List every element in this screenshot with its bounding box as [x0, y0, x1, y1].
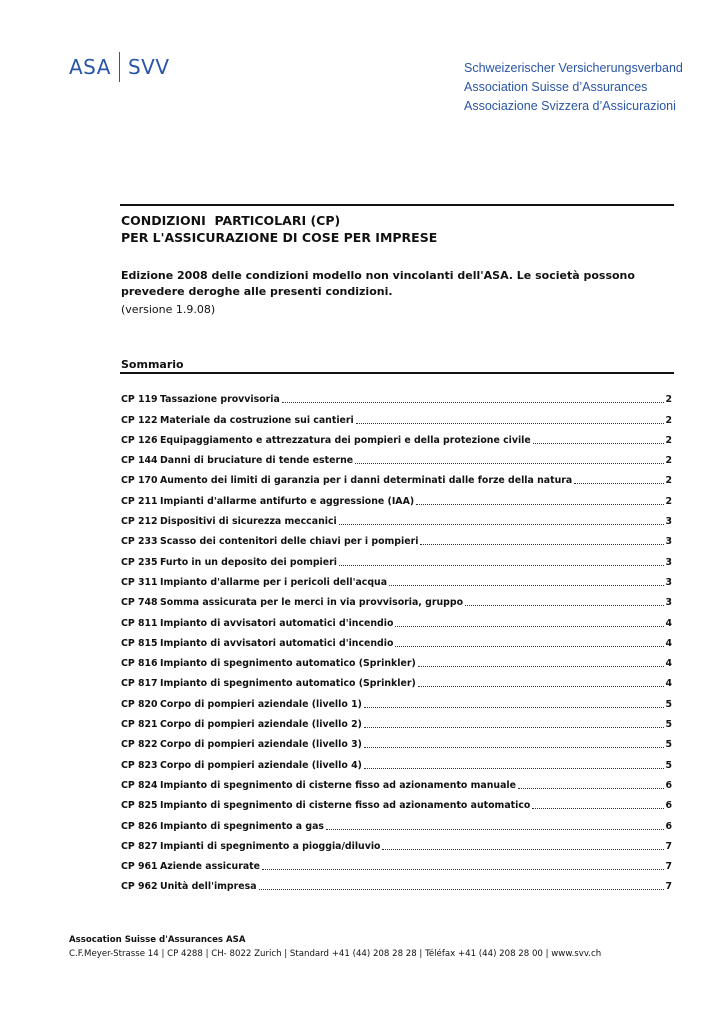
- toc-entry[interactable]: [121, 385, 672, 405]
- toc-entry-code: CP 822: [121, 739, 158, 751]
- toc-entry-page: 3: [665, 536, 672, 548]
- toc-leader-dots: [262, 868, 664, 870]
- toc-entry-title: Impianto di spegnimento automatico (Sprinkler): [160, 658, 416, 670]
- logo-svv: SVV: [127, 55, 170, 79]
- toc-entry[interactable]: [121, 791, 672, 811]
- toc-entry-code: CP 311: [121, 576, 158, 588]
- toc-entry[interactable]: [121, 771, 672, 791]
- toc-entry-title: Impianto di spegnimento automatico (Sprinkler): [160, 678, 416, 690]
- toc-entry-code: CP 170: [121, 475, 158, 487]
- toc-entry-page: 2: [665, 414, 672, 426]
- toc-entry[interactable]: [121, 852, 672, 872]
- toc-entry-page: 5: [665, 719, 672, 731]
- toc-leader-dots: [395, 645, 664, 647]
- toc-entry-code: CP 211: [121, 495, 158, 507]
- toc-entry-code: CP 119: [121, 394, 158, 406]
- toc-entry-title: Tassazione provvisoria: [160, 394, 280, 406]
- toc-entry-page: 5: [665, 759, 672, 771]
- toc-leader-dots: [339, 523, 665, 525]
- toc-entry[interactable]: [121, 649, 672, 669]
- association-names: [464, 59, 683, 116]
- toc-entry-code: CP 126: [121, 434, 158, 446]
- toc-entry-page: 4: [665, 678, 672, 690]
- toc-entry-title: Corpo di pompieri aziendale (livello 3): [160, 739, 362, 751]
- sommario-rule: [120, 372, 674, 374]
- toc-entry-page: 5: [665, 739, 672, 751]
- logo-separator: [119, 52, 120, 82]
- logo-asa: ASA: [69, 55, 111, 79]
- toc-entry-page: 4: [665, 658, 672, 670]
- title-line-2: PER L'ASSICURAZIONE DI COSE PER IMPRESE: [121, 230, 438, 245]
- toc-leader-dots: [364, 706, 665, 708]
- toc-entry[interactable]: [121, 507, 672, 527]
- version-text: (versione 1.9.08): [121, 303, 216, 316]
- toc-leader-dots: [465, 604, 664, 606]
- toc-entry-title: Impianto di spegnimento di cisterne fisso ad azionamento manuale: [160, 779, 516, 791]
- toc-entry[interactable]: [121, 872, 672, 892]
- toc-entry[interactable]: [121, 527, 672, 547]
- toc-entry-page: 3: [665, 597, 672, 609]
- document-title: [121, 212, 437, 246]
- toc-entry-code: CP 748: [121, 597, 158, 609]
- toc-entry-code: CP 825: [121, 800, 158, 812]
- toc-entry-page: 7: [665, 861, 672, 873]
- toc-entry-page: 7: [665, 840, 672, 852]
- toc-entry-code: CP 823: [121, 759, 158, 771]
- toc-entry-title: Dispositivi di sicurezza meccanici: [160, 516, 337, 528]
- toc-entry-page: 2: [665, 455, 672, 467]
- footer-org-name: Assocation Suisse d'Assurances ASA: [69, 935, 246, 945]
- toc-entry[interactable]: [121, 689, 672, 709]
- toc-entry-title: Impianto di spegnimento a gas: [160, 820, 324, 832]
- toc-entry-code: CP 212: [121, 516, 158, 528]
- association-name-fr: Association Suisse d’Assurances: [464, 80, 648, 94]
- table-of-contents: [121, 385, 672, 892]
- toc-entry-code: CP 811: [121, 617, 158, 629]
- toc-leader-dots: [420, 543, 664, 545]
- toc-leader-dots: [339, 564, 664, 566]
- title-rule: [120, 204, 674, 206]
- toc-entry-code: CP 816: [121, 658, 158, 670]
- toc-entry[interactable]: [121, 405, 672, 425]
- toc-entry[interactable]: [121, 710, 672, 730]
- toc-entry-page: 4: [665, 637, 672, 649]
- toc-entry-page: 3: [665, 516, 672, 528]
- toc-entry-title: Aziende assicurate: [160, 861, 261, 873]
- toc-entry-title: Scasso dei contenitori delle chiavi per i pompieri: [160, 536, 419, 548]
- toc-entry-page: 6: [665, 820, 672, 832]
- toc-leader-dots: [326, 828, 664, 830]
- toc-entry-title: Aumento dei limiti di garanzia per i danni determinati dalle forze della natura: [160, 475, 573, 487]
- toc-entry-code: CP 235: [121, 556, 158, 568]
- edition-text: Edizione 2008 delle condizioni modello non vincolanti dell'ASA. Le società possono prevedere deroghe alle presenti condizioni.: [121, 269, 635, 298]
- toc-entry-page: 2: [665, 434, 672, 446]
- toc-leader-dots: [395, 625, 664, 627]
- toc-leader-dots: [533, 442, 665, 444]
- toc-entry-title: Unità dell'impresa: [160, 881, 257, 893]
- toc-entry-page: 4: [665, 617, 672, 629]
- toc-entry-title: Impianto di avvisatori automatici d'incendio: [160, 637, 394, 649]
- toc-entry-code: CP 821: [121, 719, 158, 731]
- toc-entry[interactable]: [121, 446, 672, 466]
- toc-entry-page: 7: [665, 881, 672, 893]
- title-line-1: CONDIZIONI PARTICOLARI (CP): [121, 213, 341, 228]
- toc-leader-dots: [574, 482, 664, 484]
- toc-entry-title: Corpo di pompieri aziendale (livello 2): [160, 719, 362, 731]
- association-name-it: Associazione Svizzera d’Assicurazioni: [464, 99, 676, 113]
- toc-entry-page: 2: [665, 495, 672, 507]
- toc-leader-dots: [389, 584, 664, 586]
- toc-leader-dots: [259, 888, 665, 890]
- toc-leader-dots: [418, 665, 665, 667]
- toc-entry-page: 3: [665, 576, 672, 588]
- toc-entry-page: 6: [665, 779, 672, 791]
- toc-entry-page: 2: [665, 475, 672, 487]
- toc-entry-code: CP 961: [121, 861, 158, 873]
- toc-entry-title: Impianto di spegnimento di cisterne fisso ad azionamento automatico: [160, 800, 531, 812]
- toc-entry-title: Corpo di pompieri aziendale (livello 4): [160, 759, 362, 771]
- toc-leader-dots: [356, 422, 665, 424]
- toc-entry-code: CP 827: [121, 840, 158, 852]
- toc-entry-title: Equipaggiamento e attrezzatura dei pompieri e della protezione civile: [160, 434, 531, 446]
- association-name-de: Schweizerischer Versicherungsverband: [464, 61, 683, 75]
- toc-entry[interactable]: [121, 811, 672, 831]
- toc-entry-code: CP 122: [121, 414, 158, 426]
- toc-entry-code: CP 233: [121, 536, 158, 548]
- toc-entry[interactable]: [121, 629, 672, 649]
- toc-entry-code: CP 144: [121, 455, 158, 467]
- toc-entry-title: Impianto di avvisatori automatici d'incendio: [160, 617, 394, 629]
- toc-entry-title: Impianti di spegnimento a pioggia/diluvio: [160, 840, 381, 852]
- sommario-heading: Sommario: [121, 358, 184, 371]
- toc-leader-dots: [382, 848, 664, 850]
- toc-entry-title: Corpo di pompieri aziendale (livello 1): [160, 698, 362, 710]
- asa-svv-logo: [69, 52, 170, 82]
- toc-entry-code: CP 962: [121, 881, 158, 893]
- toc-entry[interactable]: [121, 486, 672, 506]
- toc-entry-page: 2: [665, 394, 672, 406]
- toc-leader-dots: [282, 401, 665, 403]
- toc-entry-code: CP 815: [121, 637, 158, 649]
- toc-entry[interactable]: [121, 669, 672, 689]
- toc-entry-page: 5: [665, 698, 672, 710]
- footer-contact: C.F.Meyer-Strasse 14 | CP 4288 | CH- 8022 Zurich | Standard +41 (44) 208 28 28 | Téléfax +41 (44) 208 28 00 | www.svv.ch: [69, 949, 602, 959]
- toc-entry-code: CP 824: [121, 779, 158, 791]
- toc-entry-title: Danni di bruciature di tende esterne: [160, 455, 354, 467]
- toc-entry[interactable]: [121, 832, 672, 852]
- toc-entry[interactable]: [121, 466, 672, 486]
- toc-leader-dots: [355, 462, 664, 464]
- toc-entry[interactable]: [121, 588, 672, 608]
- toc-entry-code: CP 826: [121, 820, 158, 832]
- toc-entry-title: Impianto d'allarme per i pericoli dell'acqua: [160, 576, 388, 588]
- toc-entry[interactable]: [121, 426, 672, 446]
- toc-entry-page: 6: [665, 800, 672, 812]
- footer: [69, 935, 601, 959]
- toc-entry-code: CP 820: [121, 698, 158, 710]
- toc-entry-code: CP 817: [121, 678, 158, 690]
- toc-leader-dots: [364, 726, 665, 728]
- toc-entry-title: Impianti d'allarme antifurto e aggressione (IAA): [160, 495, 415, 507]
- toc-entry-title: Furto in un deposito dei pompieri: [160, 556, 337, 568]
- toc-leader-dots: [532, 807, 664, 809]
- toc-leader-dots: [364, 746, 665, 748]
- toc-leader-dots: [364, 767, 665, 769]
- toc-leader-dots: [418, 685, 665, 687]
- toc-entry[interactable]: [121, 608, 672, 628]
- toc-entry[interactable]: [121, 547, 672, 567]
- toc-entry[interactable]: [121, 730, 672, 750]
- toc-entry-title: Somma assicurata per le merci in via provvisoria, gruppo: [160, 597, 464, 609]
- toc-entry[interactable]: [121, 750, 672, 770]
- toc-leader-dots: [518, 787, 664, 789]
- toc-leader-dots: [416, 503, 664, 505]
- toc-entry-title: Materiale da costruzione sui cantieri: [160, 414, 354, 426]
- toc-entry[interactable]: [121, 568, 672, 588]
- toc-entry-page: 3: [665, 556, 672, 568]
